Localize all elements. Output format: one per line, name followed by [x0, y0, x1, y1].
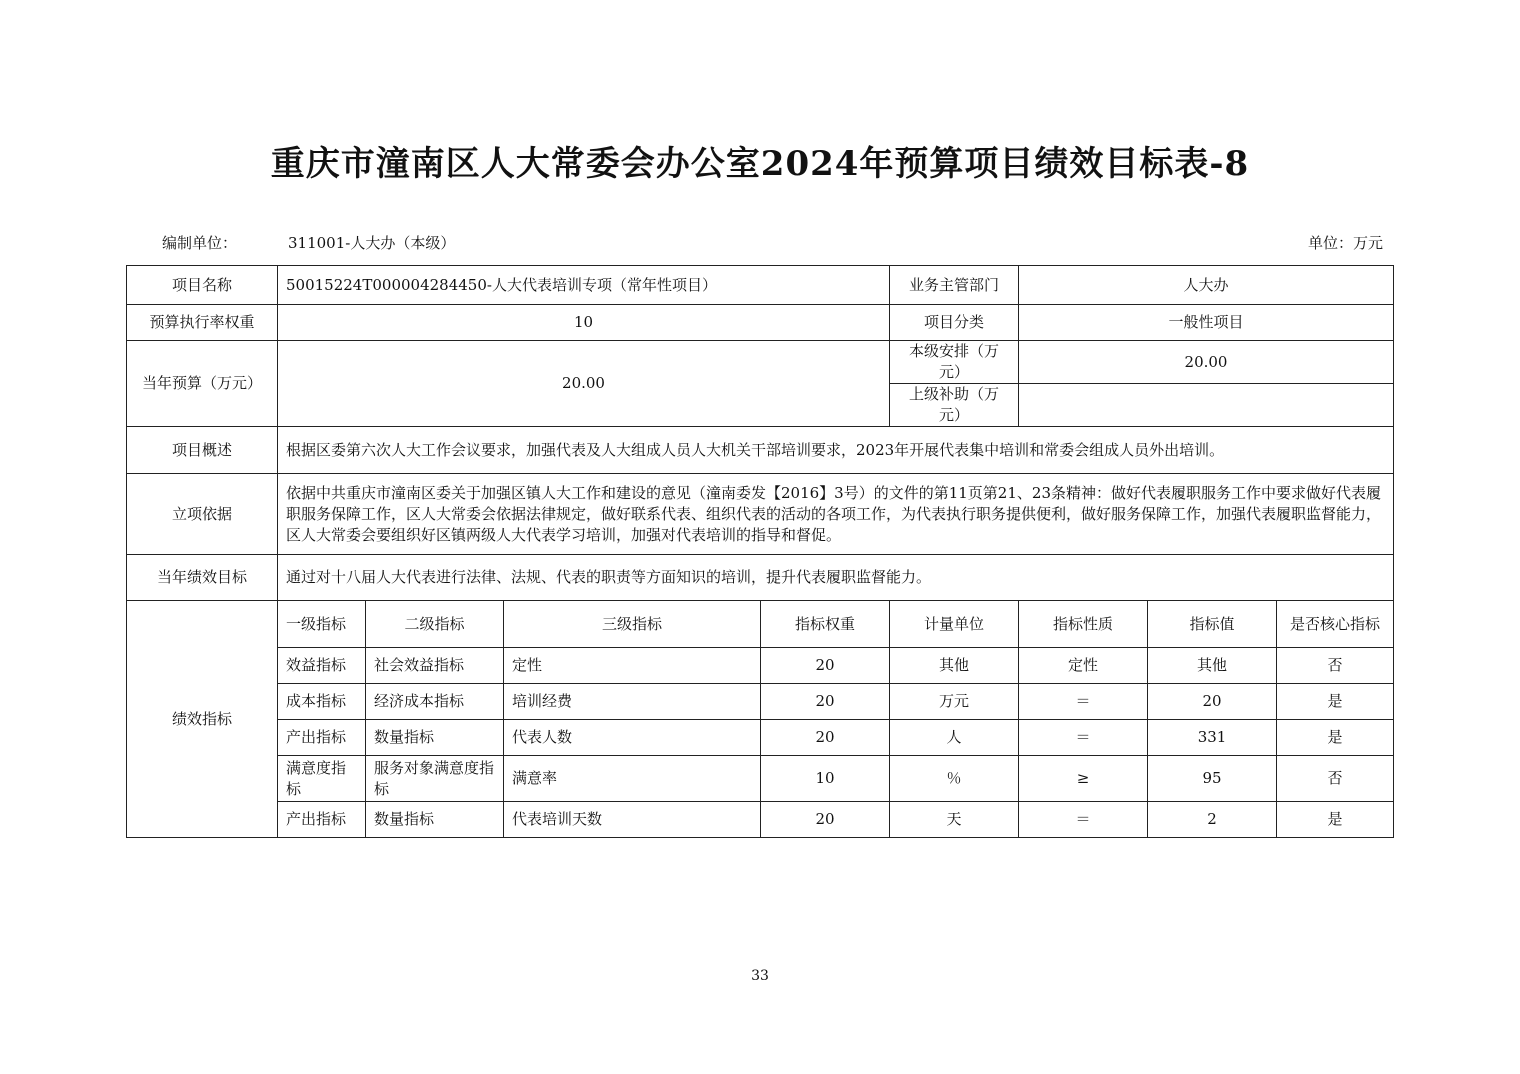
value-cell: 331	[1148, 720, 1277, 756]
unit-value: 311001-人大办（本级）	[288, 234, 456, 252]
budget-value: 20.00	[278, 341, 890, 427]
project-name: 50015224T000004284450-人大代表培训专项（常年性项目）	[278, 266, 890, 305]
weight-cell: 20	[761, 684, 890, 720]
nature-cell: ＝	[1019, 802, 1148, 838]
weight-cell: 20	[761, 648, 890, 684]
header-cell: 指标值	[1148, 601, 1277, 648]
header-cell: 指标性质	[1019, 601, 1148, 648]
budget-label: 当年预算（万元）	[127, 341, 278, 427]
nature-cell: ＝	[1019, 684, 1148, 720]
level2-cell: 社会效益指标	[366, 648, 504, 684]
level1-cell: 效益指标	[278, 648, 366, 684]
local-value: 20.00	[1019, 341, 1394, 384]
overview-text: 根据区委第六次人大工作会议要求，加强代表及人大组成人员人大机关干部培训要求，2023年开展代表集中培训和常委会组成人员外出培训。	[278, 427, 1394, 474]
level3-cell: 定性	[504, 648, 761, 684]
currency-label: 单位：万元	[1307, 234, 1383, 252]
header-cell: 二级指标	[366, 601, 504, 648]
weight-cell: 20	[761, 720, 890, 756]
level3-cell: 培训经费	[504, 684, 761, 720]
table-row	[127, 648, 1394, 684]
basis-label: 立项依据	[127, 474, 278, 555]
unit-cell: ％	[890, 756, 1019, 802]
header-cell: 是否核心指标	[1277, 601, 1394, 648]
dept-label: 业务主管部门	[890, 266, 1019, 305]
performance-table	[126, 265, 1394, 838]
weight-cell: 10	[761, 756, 890, 802]
table-row	[127, 802, 1394, 838]
level1-cell: 产出指标	[278, 720, 366, 756]
unit-cell: 人	[890, 720, 1019, 756]
upper-label: 上级补助（万元）	[890, 384, 1019, 427]
local-label: 本级安排（万元）	[890, 341, 1019, 384]
core-cell: 是	[1277, 720, 1394, 756]
unit-cell: 其他	[890, 648, 1019, 684]
level2-cell: 数量指标	[366, 720, 504, 756]
category-value: 一般性项目	[1019, 305, 1394, 341]
level3-cell: 代表人数	[504, 720, 761, 756]
dept-value: 人大办	[1019, 266, 1394, 305]
project-name-label: 项目名称	[127, 266, 278, 305]
weight-label: 预算执行率权重	[127, 305, 278, 341]
value-cell: 2	[1148, 802, 1277, 838]
level1-cell: 产出指标	[278, 802, 366, 838]
value-cell: 95	[1148, 756, 1277, 802]
nature-cell: ≥	[1019, 756, 1148, 802]
table-row	[127, 756, 1394, 802]
overview-label: 项目概述	[127, 427, 278, 474]
goal-label: 当年绩效目标	[127, 555, 278, 601]
table-row	[127, 720, 1394, 756]
upper-value	[1019, 384, 1394, 427]
level2-cell: 经济成本指标	[366, 684, 504, 720]
core-cell: 否	[1277, 756, 1394, 802]
nature-cell: ＝	[1019, 720, 1148, 756]
weight-value: 10	[278, 305, 890, 341]
goal-text: 通过对十八届人大代表进行法律、法规、代表的职责等方面知识的培训，提升代表履职监督能力。	[278, 555, 1394, 601]
weight-cell: 20	[761, 802, 890, 838]
table-row	[127, 684, 1394, 720]
level1-cell: 成本指标	[278, 684, 366, 720]
category-label: 项目分类	[890, 305, 1019, 341]
value-cell: 20	[1148, 684, 1277, 720]
header-cell: 一级指标	[278, 601, 366, 648]
unit-cell: 天	[890, 802, 1019, 838]
level2-cell: 服务对象满意度指标	[366, 756, 504, 802]
header-cell: 指标权重	[761, 601, 890, 648]
level1-cell: 满意度指标	[278, 756, 366, 802]
level3-cell: 代表培训天数	[504, 802, 761, 838]
value-cell: 其他	[1148, 648, 1277, 684]
unit-cell: 万元	[890, 684, 1019, 720]
unit-label: 编制单位：	[162, 234, 238, 252]
core-cell: 否	[1277, 648, 1394, 684]
header-cell: 三级指标	[504, 601, 761, 648]
page-number: 33	[751, 968, 769, 984]
nature-cell: 定性	[1019, 648, 1148, 684]
level2-cell: 数量指标	[366, 802, 504, 838]
basis-text: 依据中共重庆市潼南区委关于加强区镇人大工作和建设的意见（潼南委发【2016】3号）的文件的第11页第21、23条精神：做好代表履职服务工作中要求做好代表履职服务保障工作，区人大常委会依据法律规定，做好联系代表、组织代表的活动的各项工作，为代表执行职务提供便利，做好服务保障工作，加强代表履职监督能力，区人大常委会要组织好区镇两级人大代表学习培训，加强对代表培训的指导和督促。	[278, 474, 1394, 555]
page-title: 重庆市潼南区人大常委会办公室2024年预算项目绩效目标表-8	[270, 144, 1250, 184]
core-cell: 是	[1277, 684, 1394, 720]
indicators-label: 绩效指标	[127, 601, 278, 838]
core-cell: 是	[1277, 802, 1394, 838]
header-cell: 计量单位	[890, 601, 1019, 648]
level3-cell: 满意率	[504, 756, 761, 802]
